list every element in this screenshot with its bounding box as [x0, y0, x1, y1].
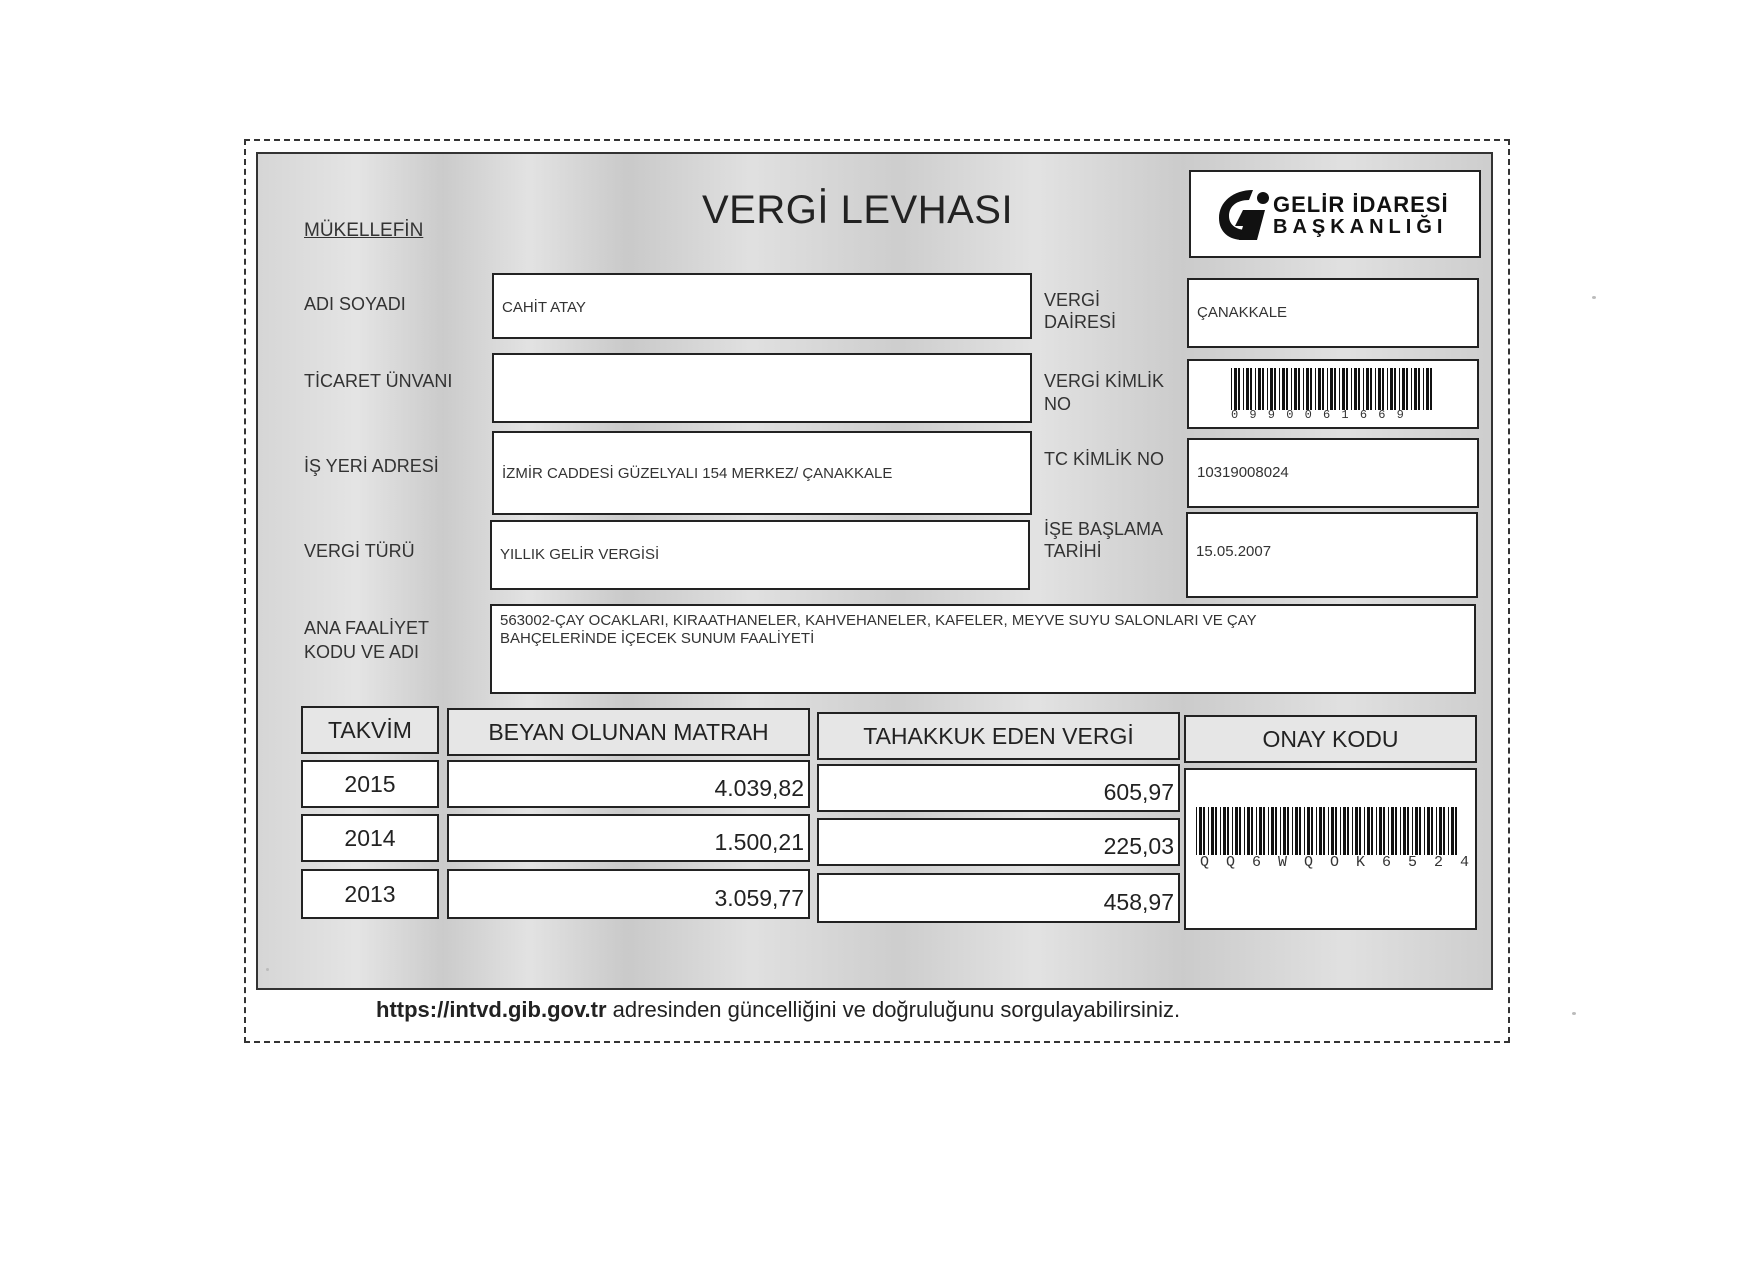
value-tc-kimlik-no: 10319008024	[1197, 464, 1289, 481]
value-ise-baslama-tarihi: 15.05.2007	[1196, 543, 1272, 560]
cell-vergi-2013: 458,97	[817, 873, 1180, 923]
vergi-kimlik-no-barcode	[1231, 368, 1435, 410]
value-is-yeri-adresi: İZMİR CADDESİ GÜZELYALI 154 MERKEZ/ ÇANAKKALE	[502, 465, 893, 482]
label-adi-soyadi: ADI SOYADI	[304, 294, 406, 314]
cell-matrah-2013: 3.059,77	[447, 869, 810, 919]
label-vergi-kimlik-no-1: VERGİ KİMLİK	[1044, 371, 1165, 391]
label-ticaret-unvani: TİCARET ÜNVANI	[304, 371, 453, 391]
cell-year-2014: 2014	[301, 814, 439, 862]
gib-logo-icon	[1213, 186, 1273, 242]
logo-text-line1: GELİR İDARESİ	[1273, 192, 1449, 217]
value-vergi-dairesi: ÇANAKKALE	[1197, 304, 1288, 321]
label-tc-kimlik-no: TC KİMLİK NO	[1044, 449, 1165, 469]
value-ana-faaliyet-2: BAHÇELERİNDE İÇECEK SUNUM FAALİYETİ	[500, 630, 815, 647]
scan-speck	[266, 968, 269, 971]
vergi-kimlik-no-barcode-text: 0 9 9 0 0 6 1 6 6 9	[1231, 408, 1406, 422]
cell-year-2015: 2015	[301, 760, 439, 808]
verification-text: adresinden güncelliğini ve doğruluğunu sorgulayabilirsiniz.	[606, 997, 1181, 1022]
onay-kodu-barcode	[1196, 807, 1460, 855]
logo-text-line2: BAŞKANLIĞI	[1273, 216, 1448, 238]
th-tahakkuk-eden-vergi: TAHAKKUK EDEN VERGİ	[817, 712, 1180, 760]
label-ise-baslama-2: TARİHİ	[1044, 541, 1102, 561]
cell-year-2013: 2013	[301, 869, 439, 919]
onay-kodu-barcode-text: Q Q 6 W Q O K 6 5 2 4	[1200, 854, 1474, 871]
label-ise-baslama-1: İŞE BAŞLAMA	[1044, 519, 1164, 539]
mukellef-heading: MÜKELLEFİN	[304, 220, 424, 241]
cell-vergi-2014: 225,03	[817, 818, 1180, 866]
verification-note	[376, 997, 1180, 1023]
field-adi-soyadi	[492, 273, 1032, 339]
th-takvim: TAKVİM	[301, 706, 439, 754]
label-vergi-dairesi-2: DAİRESİ	[1044, 312, 1117, 332]
field-ise-baslama-tarihi	[1186, 512, 1478, 598]
cell-matrah-2014: 1.500,21	[447, 814, 810, 862]
field-tc-kimlik-no	[1187, 438, 1479, 508]
document-title: VERGİ LEVHASI	[702, 188, 1014, 232]
field-vergi-kimlik-no	[1187, 359, 1479, 429]
cell-vergi-2015: 605,97	[817, 764, 1180, 812]
scan-speck	[1572, 1012, 1576, 1015]
scan-speck	[1592, 296, 1596, 299]
field-vergi-dairesi	[1187, 278, 1479, 348]
cell-matrah-2015: 4.039,82	[447, 760, 810, 808]
field-ana-faaliyet	[490, 604, 1476, 694]
field-is-yeri-adresi	[492, 431, 1032, 515]
label-ana-faaliyet-2: KODU VE ADI	[304, 642, 420, 662]
label-ana-faaliyet-1: ANA FAALİYET	[304, 618, 430, 638]
value-adi-soyadi: CAHİT ATAY	[502, 299, 586, 316]
verification-url[interactable]: https://intvd.gib.gov.tr	[376, 997, 607, 1022]
cell-onay-kodu	[1184, 768, 1477, 930]
label-vergi-dairesi-1: VERGİ	[1044, 290, 1101, 310]
gib-logo	[1189, 170, 1481, 258]
field-vergi-turu	[490, 520, 1030, 590]
th-onay-kodu: ONAY KODU	[1184, 715, 1477, 763]
label-vergi-kimlik-no-2: NO	[1044, 394, 1071, 414]
label-vergi-turu: VERGİ TÜRÜ	[304, 541, 415, 561]
th-beyan-olunan-matrah: BEYAN OLUNAN MATRAH	[447, 708, 810, 756]
label-is-yeri-adresi: İŞ YERİ ADRESİ	[304, 456, 439, 476]
value-ana-faaliyet-1: 563002-ÇAY OCAKLARI, KIRAATHANELER, KAHVEHANELER, KAFELER, MEYVE SUYU SALONLARI VE ÇAY	[500, 612, 1257, 629]
field-ticaret-unvani	[492, 353, 1032, 423]
value-vergi-turu: YILLIK GELİR VERGİSİ	[500, 546, 660, 563]
